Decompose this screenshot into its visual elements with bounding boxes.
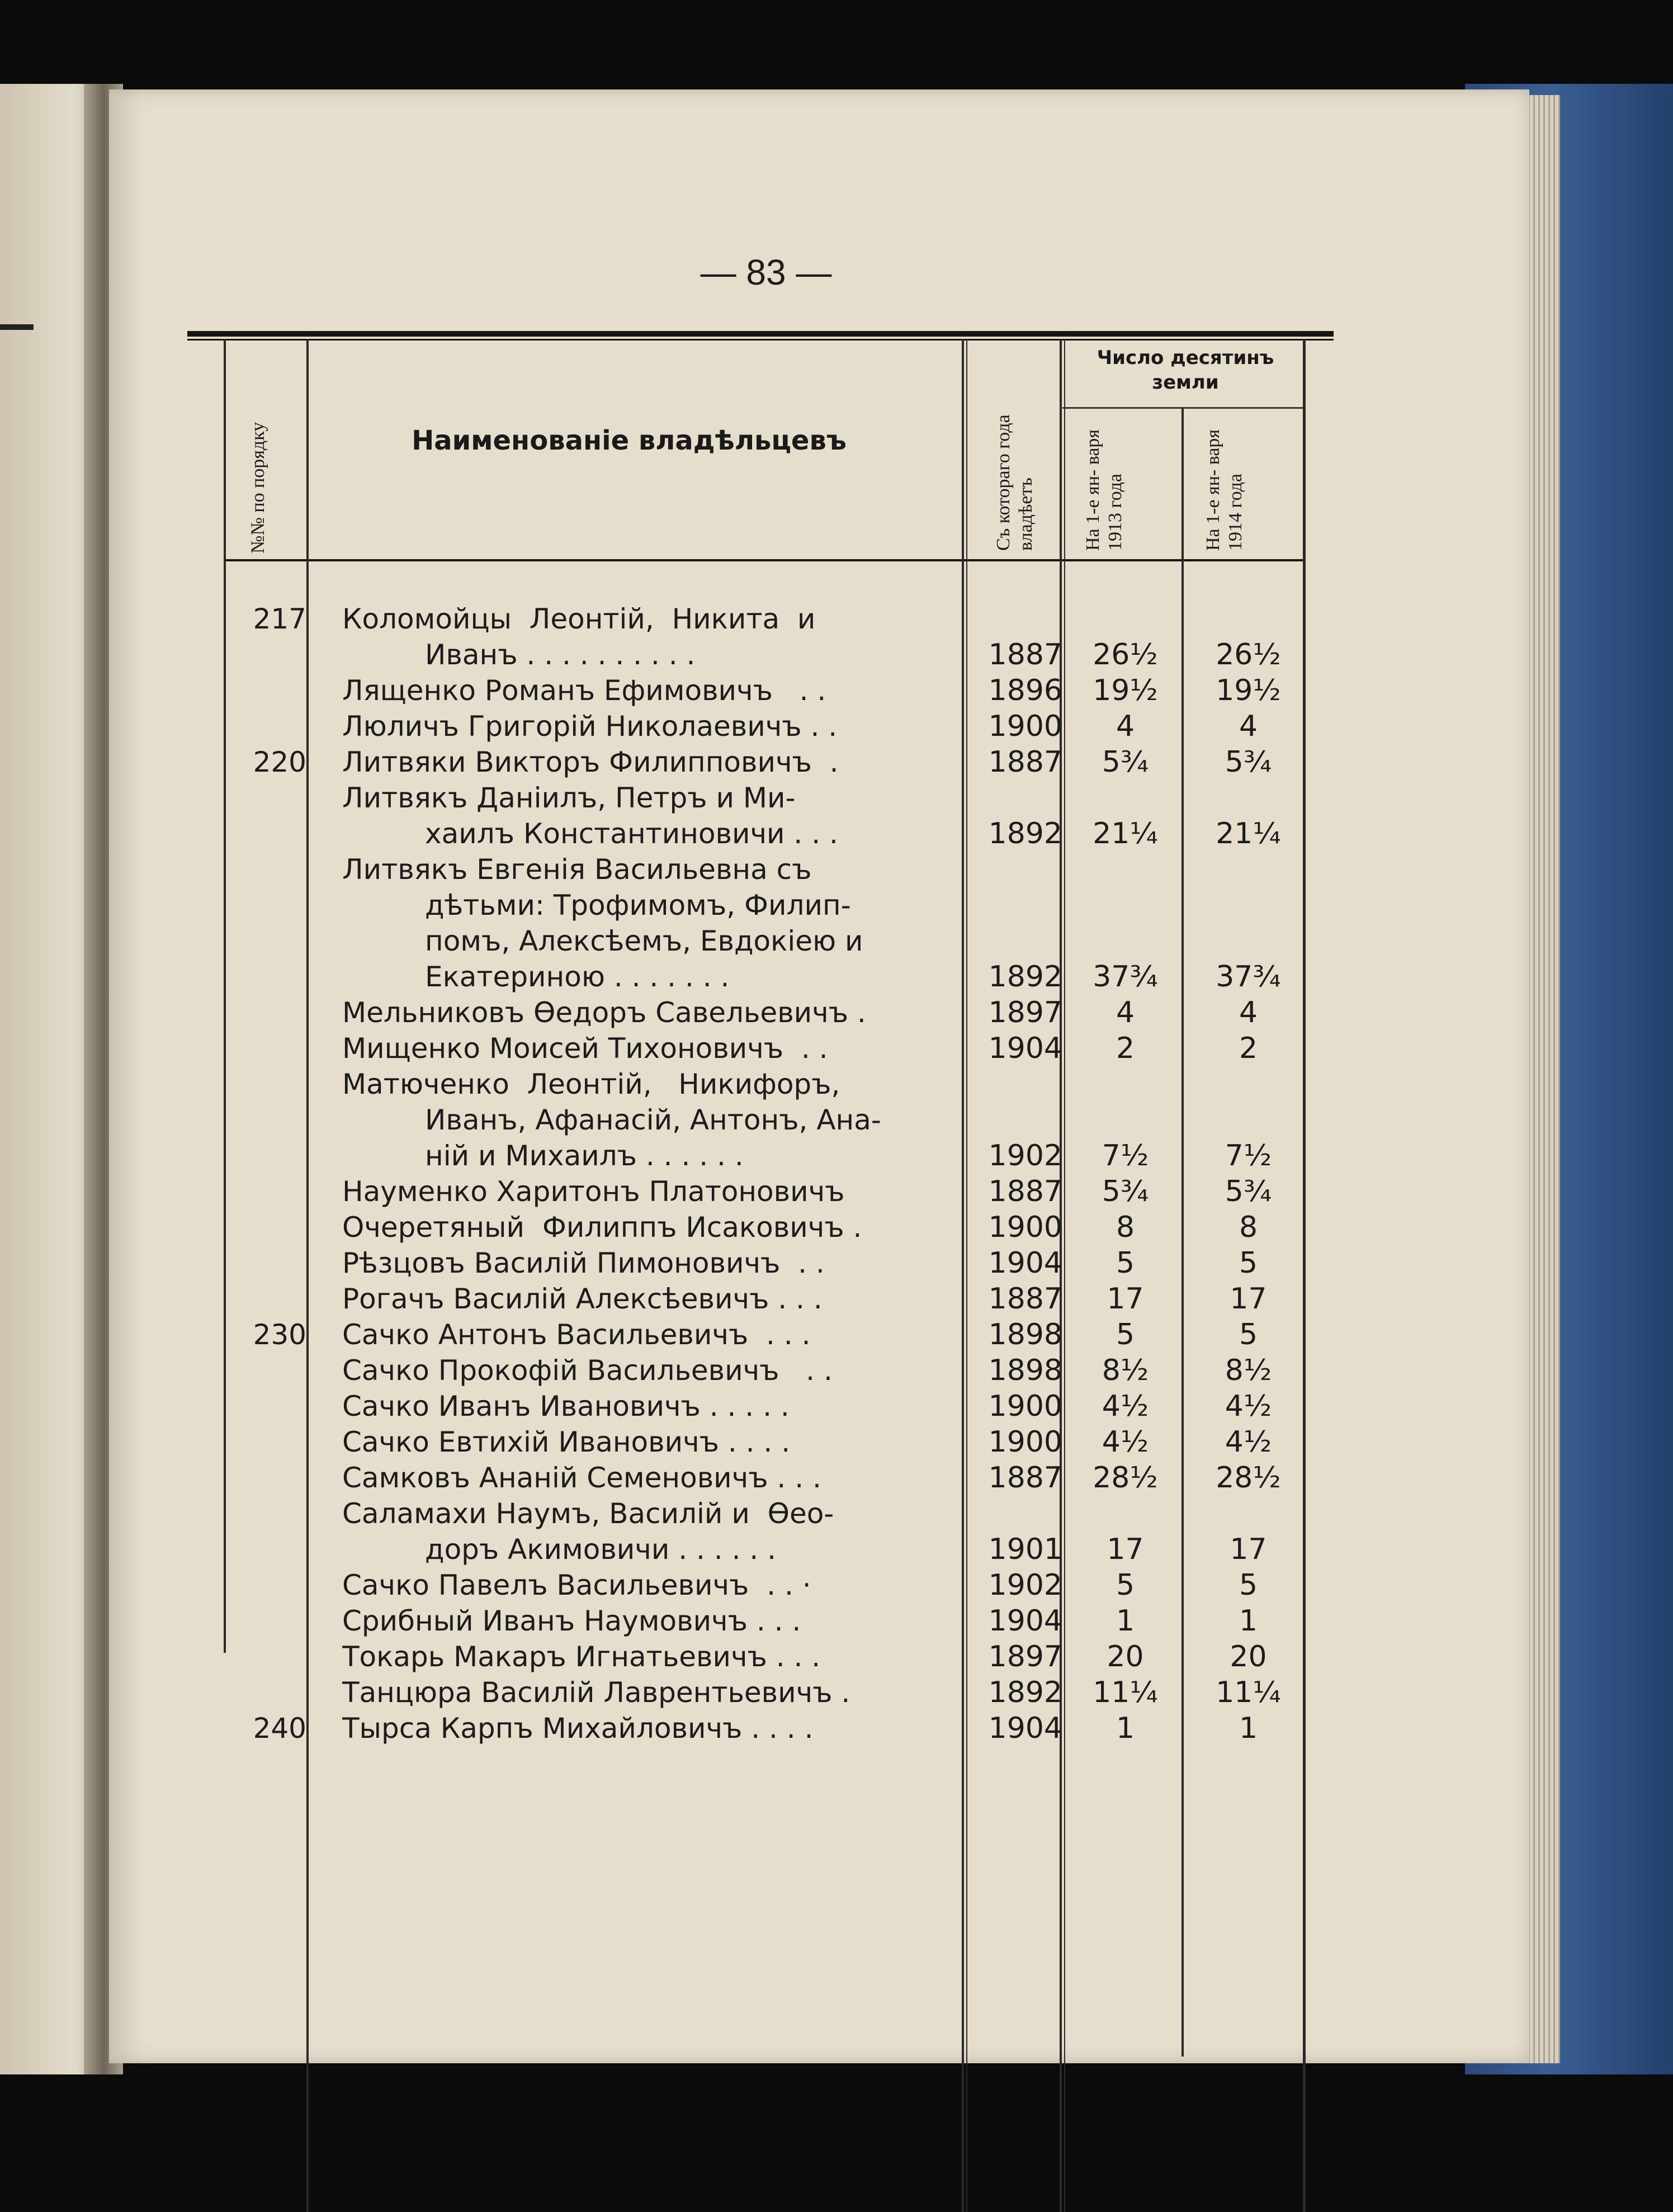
left-page-rule bbox=[0, 324, 34, 330]
row-number: 217 bbox=[253, 603, 306, 635]
land-1913-cell: 4½ bbox=[1102, 1425, 1149, 1459]
owner-name-line: Сачко Прокофій Васильевичъ . . bbox=[342, 1354, 833, 1387]
page-number: — 83 — bbox=[700, 252, 832, 292]
since-year-cell: 1898 bbox=[988, 1318, 1062, 1351]
land-1913-cell: 8½ bbox=[1102, 1354, 1149, 1387]
owner-name-line: Рогачъ Василій Алексѣевичъ . . . bbox=[342, 1283, 823, 1315]
land-1914-cell: 5 bbox=[1239, 1246, 1258, 1280]
land-1913-cell: 17 bbox=[1107, 1282, 1144, 1316]
owner-name-line: доръ Акимовичи . . . . . . bbox=[425, 1533, 777, 1566]
header-1913: На 1-е ян- варя 1913 года bbox=[1083, 429, 1126, 551]
owner-name-line: Сачко Антонъ Васильевичъ . . . bbox=[342, 1318, 811, 1351]
owner-name-line: Тырса Карпъ Михайловичъ . . . . bbox=[342, 1712, 814, 1745]
since-year-cell: 1900 bbox=[988, 1211, 1062, 1244]
owner-name-line: Срибный Иванъ Наумовичъ . . . bbox=[342, 1605, 801, 1637]
land-1914-cell: 7½ bbox=[1225, 1139, 1272, 1173]
since-year-cell: 1887 bbox=[988, 638, 1062, 672]
row-number: 240 bbox=[253, 1712, 306, 1745]
since-year-cell: 1892 bbox=[988, 1676, 1062, 1709]
land-1914-cell: 28½ bbox=[1216, 1461, 1281, 1495]
since-year-cell: 1897 bbox=[988, 1640, 1062, 1674]
owner-name-line: Танцюра Василій Лаврентьевичъ . bbox=[342, 1676, 850, 1709]
land-1913-cell: 5 bbox=[1116, 1246, 1135, 1280]
land-1914-cell: 5¾ bbox=[1225, 1175, 1272, 1208]
group-rule bbox=[1062, 407, 1306, 409]
land-1914-cell: 19½ bbox=[1216, 674, 1281, 707]
header-group: Число десятинъ земли bbox=[1097, 347, 1274, 394]
header-name: Наименованіе владѣльцевъ bbox=[412, 425, 847, 456]
since-year-cell: 1904 bbox=[988, 1712, 1062, 1745]
owner-name-line: Науменко Харитонъ Платоновичъ bbox=[342, 1175, 845, 1208]
col-line bbox=[966, 339, 967, 2212]
header-number: №№ по порядку bbox=[248, 422, 268, 554]
col-line bbox=[224, 339, 226, 1653]
land-1913-cell: 8 bbox=[1116, 1211, 1135, 1244]
since-year-cell: 1904 bbox=[988, 1246, 1062, 1280]
since-year-cell: 1887 bbox=[988, 745, 1062, 779]
col-line bbox=[1182, 407, 1184, 2057]
owner-name-line: Иванъ . . . . . . . . . . bbox=[425, 639, 696, 671]
owner-name-line: Лященко Романъ Ефимовичъ . . bbox=[342, 674, 826, 707]
land-1914-cell: 37¾ bbox=[1216, 960, 1281, 994]
header-1914: На 1-е ян- варя 1914 года bbox=[1203, 429, 1246, 551]
since-year-cell: 1904 bbox=[988, 1604, 1062, 1638]
land-1914-cell: 4½ bbox=[1225, 1425, 1272, 1459]
land-1913-cell: 5 bbox=[1116, 1568, 1135, 1602]
col-line bbox=[1064, 339, 1065, 2212]
land-1913-cell: 21¼ bbox=[1093, 817, 1158, 850]
land-1914-cell: 5 bbox=[1239, 1568, 1258, 1602]
land-1913-cell: 2 bbox=[1116, 1032, 1135, 1065]
land-1914-cell: 21¼ bbox=[1216, 817, 1281, 850]
owner-name-line: Мельниковъ Өедоръ Савельевичъ . bbox=[342, 996, 866, 1029]
owner-name-line: Мищенко Моисей Тихоновичъ . . bbox=[342, 1032, 828, 1065]
land-1914-cell: 20 bbox=[1230, 1640, 1267, 1674]
since-year-cell: 1887 bbox=[988, 1282, 1062, 1316]
header-bottom-rule bbox=[224, 559, 1306, 561]
owner-name-line: Литвякъ Даніилъ, Петръ и Ми- bbox=[342, 782, 796, 814]
since-year-cell: 1900 bbox=[988, 1389, 1062, 1423]
col-line bbox=[306, 339, 309, 2212]
since-year-cell: 1898 bbox=[988, 1354, 1062, 1387]
land-1913-cell: 4 bbox=[1116, 996, 1135, 1029]
land-1913-cell: 26½ bbox=[1093, 638, 1158, 672]
owner-name-line: помъ, Алексѣемъ, Евдокіею и bbox=[425, 925, 863, 957]
land-1913-cell: 4½ bbox=[1102, 1389, 1149, 1423]
row-number: 220 bbox=[253, 746, 306, 778]
land-1914-cell: 8½ bbox=[1225, 1354, 1272, 1387]
land-1913-cell: 4 bbox=[1116, 710, 1135, 743]
land-1914-cell: 17 bbox=[1230, 1533, 1267, 1566]
land-1913-cell: 20 bbox=[1107, 1640, 1144, 1674]
since-year-cell: 1897 bbox=[988, 996, 1062, 1029]
since-year-cell: 1900 bbox=[988, 710, 1062, 743]
owner-name-line: Сачко Иванъ Ивановичъ . . . . . bbox=[342, 1390, 790, 1422]
owner-name-line: дѣтьми: Трофимомъ, Филип- bbox=[425, 889, 851, 921]
since-year-cell: 1896 bbox=[988, 674, 1062, 707]
land-1914-cell: 5¾ bbox=[1225, 745, 1272, 779]
since-year-cell: 1900 bbox=[988, 1425, 1062, 1459]
owner-name-line: Иванъ, Афанасій, Антонъ, Ана- bbox=[425, 1104, 881, 1136]
land-1914-cell: 2 bbox=[1239, 1032, 1258, 1065]
land-1914-cell: 26½ bbox=[1216, 638, 1281, 672]
since-year-cell: 1904 bbox=[988, 1032, 1062, 1065]
land-1913-cell: 37¾ bbox=[1093, 960, 1158, 994]
owner-name-line: Сачко Павелъ Васильевичъ . . · bbox=[342, 1569, 811, 1601]
since-year-cell: 1902 bbox=[988, 1139, 1062, 1173]
owner-name-line: Екатериною . . . . . . . bbox=[425, 961, 730, 993]
land-1913-cell: 1 bbox=[1116, 1712, 1135, 1745]
owner-name-line: Литвяки Викторъ Филипповичъ . bbox=[342, 746, 839, 778]
table-top-rule-thin bbox=[187, 339, 1334, 341]
since-year-cell: 1892 bbox=[988, 817, 1062, 850]
owner-name-line: Рѣзцовъ Василій Пимоновичъ . . bbox=[342, 1247, 825, 1279]
land-1914-cell: 17 bbox=[1230, 1282, 1267, 1316]
land-1914-cell: 4 bbox=[1239, 710, 1258, 743]
row-number: 230 bbox=[253, 1318, 306, 1351]
owner-name-line: Коломойцы Леонтій, Никита и bbox=[342, 603, 816, 635]
owner-name-line: хаилъ Константиновичи . . . bbox=[425, 817, 838, 850]
owner-name-line: Матюченко Леонтій, Никифоръ, bbox=[342, 1068, 840, 1100]
since-year-cell: 1887 bbox=[988, 1461, 1062, 1495]
land-1913-cell: 17 bbox=[1107, 1533, 1144, 1566]
owner-name-line: Токарь Макаръ Игнатьевичъ . . . bbox=[342, 1641, 821, 1673]
owner-name-line: Очеретяный Филиппъ Исаковичъ . bbox=[342, 1211, 862, 1244]
since-year-cell: 1902 bbox=[988, 1568, 1062, 1602]
land-1914-cell: 1 bbox=[1239, 1604, 1258, 1638]
owner-name-line: Сачко Евтихій Ивановичъ . . . . bbox=[342, 1426, 791, 1458]
owner-name-line: Люличъ Григорій Николаевичъ . . bbox=[342, 710, 838, 743]
land-1914-cell: 8 bbox=[1239, 1211, 1258, 1244]
land-1913-cell: 5 bbox=[1116, 1318, 1135, 1351]
since-year-cell: 1887 bbox=[988, 1175, 1062, 1208]
land-1913-cell: 19½ bbox=[1093, 674, 1158, 707]
land-1913-cell: 5¾ bbox=[1102, 1175, 1149, 1208]
owner-name-line: Самковъ Ананій Семеновичъ . . . bbox=[342, 1462, 821, 1494]
land-1914-cell: 1 bbox=[1239, 1712, 1258, 1745]
land-1913-cell: 11¼ bbox=[1093, 1676, 1158, 1709]
owner-name-line: ній и Михаилъ . . . . . . bbox=[425, 1140, 744, 1172]
land-1913-cell: 28½ bbox=[1093, 1461, 1158, 1495]
land-1913-cell: 5¾ bbox=[1102, 745, 1149, 779]
owner-name-line: Литвякъ Евгенія Васильевна съ bbox=[342, 853, 812, 886]
header-year: Съ котораго года владѣетъ bbox=[993, 414, 1036, 551]
land-1914-cell: 4½ bbox=[1225, 1389, 1272, 1423]
land-1913-cell: 1 bbox=[1116, 1604, 1135, 1638]
land-1913-cell: 7½ bbox=[1102, 1139, 1149, 1173]
since-year-cell: 1901 bbox=[988, 1533, 1062, 1566]
land-1914-cell: 4 bbox=[1239, 996, 1258, 1029]
since-year-cell: 1892 bbox=[988, 960, 1062, 994]
land-1914-cell: 5 bbox=[1239, 1318, 1258, 1351]
owner-name-line: Саламахи Наумъ, Василій и Өео- bbox=[342, 1497, 834, 1530]
col-line bbox=[962, 339, 964, 2212]
table-top-rule bbox=[187, 331, 1334, 337]
land-1914-cell: 11¼ bbox=[1216, 1676, 1281, 1709]
